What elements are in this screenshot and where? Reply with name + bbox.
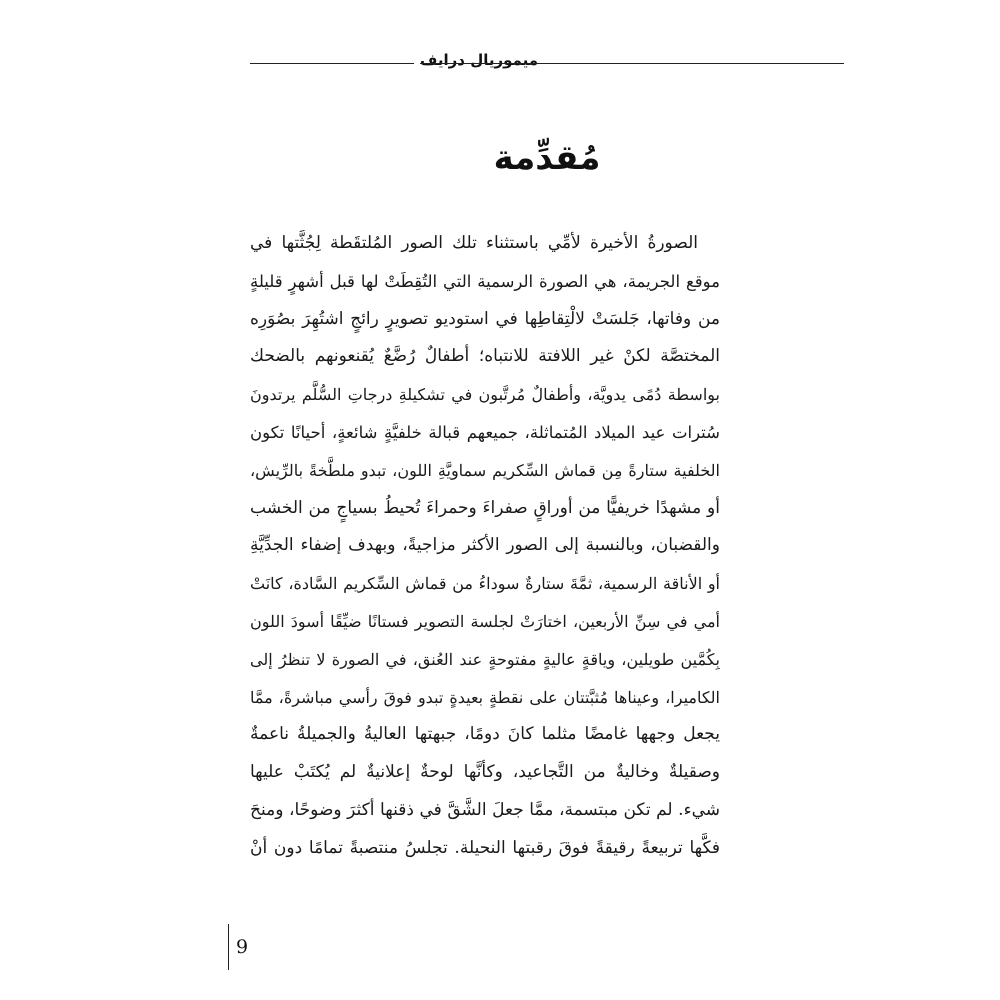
header-rule-left	[250, 63, 414, 64]
text-line: وصقيلةٌ وخاليةٌ من التَّجاعيد، وكأنَّها لوحةٌ إعلانيةٌ لم يُكتَبْ عليها	[250, 762, 720, 783]
chapter-title: مُقدِّمة	[493, 138, 601, 178]
running-header	[250, 50, 844, 76]
text-line: موقع الجريمة، هي الصورة الرسمية التي التُقِطَتْ لها قبل أشهرٍ قليلةٍ	[250, 271, 720, 291]
footer-rule	[228, 924, 229, 970]
text-line: بواسطة دُمًى يدويَّة، وأطفالٌ مُرتَّبون في تشكيلةِ درجاتِ السُّلَّم يرتدونَ	[250, 385, 720, 405]
text-line: المختصَّة لكنْ غير اللافتة للانتباه؛ أطفالٌ رُضَّعٌ يُقنعونهم بالضحك	[250, 346, 720, 367]
text-line: من وفاتها، جَلسَتْ لالْتِقاطِها في استوديو تصويرٍ رائجٍ اشتُهِرَ بصُوَرِه	[250, 308, 720, 329]
text-line: الصورةُ الأخيرة لأمِّي باستثناء تلك الصور المُلتقَطة لِجُثَّتها في	[250, 233, 698, 253]
text-line: والقضبان، وبالنسبة إلى الصور الأكثر مزاجيةً، وبهدف إضفاء الجدِّيَّةِ	[250, 535, 720, 556]
text-line: أمي في سِنِّ الأربعين، اختارَتْ لجلسة التصوير فستانًا ضيِّقًا أسودَ اللون	[250, 611, 720, 631]
text-line: أو مشهدًا خريفيًّا من أوراقٍ صفراءَ وحمراءَ تُحيطُ بسياجٍ من الخشب	[250, 497, 720, 518]
text-line: شيء. لم تكن مبتسمة، ممَّا جعلَ الشَّقَّ في ذقنها أكثرَ وضوحًا، ومنحَ	[250, 799, 720, 820]
body-paragraph	[250, 225, 720, 868]
text-line: فكَّها تربيعةً رقيقةً فوقَ رقبتها النحيلة. تجلسُ منتصبةً تمامًا دون أنْ	[250, 837, 720, 858]
text-line: الخلفية ستارةً مِن قماش السِّكريم سماويَّةِ اللون، تبدو ملطَّخةً بالرِّيش،	[250, 460, 720, 480]
running-title: ميموريال درايف	[420, 51, 538, 69]
header-rule-right	[420, 63, 844, 64]
text-line: أو الأناقة الرسمية، ثمَّةَ ستارةٌ سوداءُ من قماش السِّكريم السَّادة، كانَتْ	[250, 574, 720, 594]
text-line: الكاميرا، وعيناها مُثبَّتتان على نقطةٍ بعيدةٍ تبدو فوقَ رأسي مباشرةً، ممَّا	[250, 687, 720, 707]
page-number: 9	[236, 936, 249, 958]
text-line: سُترات عيد الميلاد المُتماثلة، جميعهم قبالة خلفيَّةٍ شائعةٍ، أحيانًا تكون	[250, 422, 720, 442]
text-line: يجعل وجهها غامضًا مثلما كانَ دومًا، جبهتها العاليةُ والجميلةُ ناعمةٌ	[250, 724, 720, 745]
text-line: بِكُمَّين طويلين، وياقةٍ عاليةٍ مفتوحةٍ عند العُنق، في الصورة لا تنظرُ إلى	[250, 649, 720, 669]
